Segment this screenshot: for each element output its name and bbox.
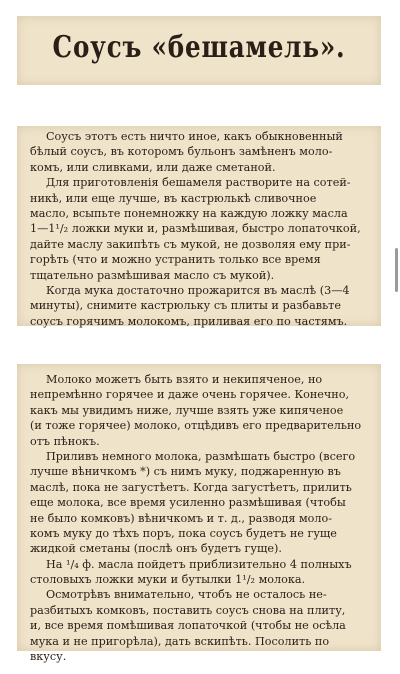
text-line: Когда мука достаточно прожарится въ маслѣ (3—4 <box>46 283 350 297</box>
scrollbar-thumb[interactable] <box>395 248 398 292</box>
text-line: Для приготовленія бешамеля растворите на сотей- <box>46 176 351 190</box>
text-line: отъ пѣнокъ. <box>30 434 100 448</box>
text-line: комъ, или сливками, или даже сметаной. <box>30 160 276 174</box>
text-clipping-2 <box>17 364 381 664</box>
paragraphs-2 <box>30 372 368 664</box>
text-line: никѣ, или еще лучше, въ кастрюлькѣ сливочное <box>30 191 317 205</box>
page-title: Соусъ «бешамель». <box>52 30 346 65</box>
text-line: бѣлый соусъ, въ которомъ бульонъ замѣненъ моло- <box>30 145 333 159</box>
text-line: комъ муку до тѣхъ поръ, пока соусъ будетъ не гуще <box>30 526 337 540</box>
text-line: маслѣ, пока не загустѣетъ. Когда загустѣетъ, прилить <box>30 480 352 494</box>
text-line: минуты), снимите кастрюльку съ плиты и разбавьте <box>30 299 341 313</box>
text-line: Приливъ немного молока, размѣшать быстро (всего <box>46 449 356 463</box>
text-line: На ¹/₄ ф. масла пойдетъ приблизительно 4 полныхъ <box>46 557 352 571</box>
text-line: непремѣнно горячее и даже очень горячее. Конечно, <box>30 388 350 402</box>
text-line: мука и не пригорѣла), дать вскипѣть. Посолить по <box>30 634 330 648</box>
text-line: столовыхъ ложки муки и бутылки 1¹/₂ молока. <box>30 573 306 587</box>
text-line: вкусу. <box>30 650 67 664</box>
text-line: еще молока, все время усиленно размѣшивая (чтобы <box>30 496 346 510</box>
text-line: (и тоже горячее) молоко, отцѣдивъ его предварительно <box>30 419 362 433</box>
text-line: тщательно размѣшивая масло съ мукой). <box>30 268 275 282</box>
text-line: не было комковъ) вѣничкомъ и т. д., разводя моло- <box>30 511 333 525</box>
text-line: соусъ горячимъ молокомъ, приливая его по частямъ. <box>30 314 348 328</box>
text-line: 1—1¹/₂ ложки муки и, размѣшивая, быстро лопаточкой, <box>30 222 361 236</box>
text-line: разбитыхъ комковъ, поставить соусъ снова на плиту, <box>30 603 346 617</box>
paragraphs-1 <box>30 129 368 329</box>
text-line: какъ мы увидимъ ниже, лучше взять уже кипяченое <box>30 403 344 417</box>
text-line: Молоко можетъ быть взято и некипяченое, но <box>46 373 323 386</box>
text-line: Осмотрѣвъ внимательно, чтобъ не осталось не- <box>46 588 327 602</box>
text-line: дайте маслу закипѣть съ мукой, не дозволяя ему при- <box>30 237 351 251</box>
text-line: лучше вѣничкомъ *) съ нимъ муку, поджаренную въ <box>30 465 341 479</box>
title-clipping <box>17 16 381 85</box>
text-line: масло, всыпьте понемножку на каждую ложку масла <box>30 206 348 220</box>
text-line: жидкой сметаны (послѣ онъ будетъ гуще). <box>30 542 282 556</box>
text-line: горѣть (что и можно устранить только все время <box>30 253 321 267</box>
text-line: Соусъ этотъ есть ничто иное, какъ обыкновенный <box>46 130 343 143</box>
text-line: и, все время помѣшивая лопаточкой (чтобы не осѣла <box>30 619 346 633</box>
text-clipping-1 <box>17 126 381 326</box>
